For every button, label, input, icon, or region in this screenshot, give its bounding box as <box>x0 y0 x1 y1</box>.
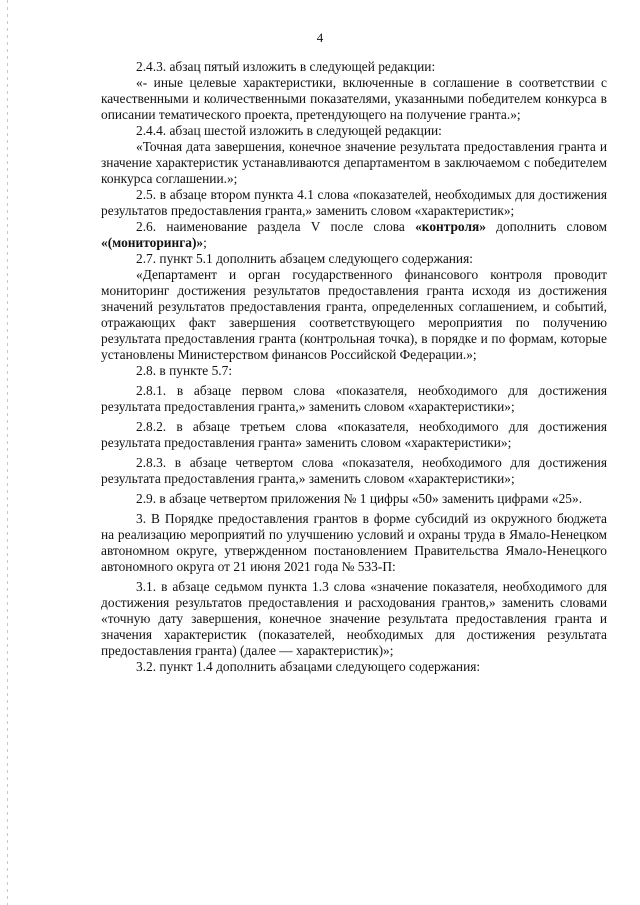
page-number: 4 <box>316 30 324 45</box>
paragraph-3: 3. В Порядке предоставления грантов в форме субсидий из окружного бюджета на реализацию мероприятий по улучшению условий и охраны труда в Ямало-Ненецком автономном округе, утвержденном постановлением Правительства Ямало-Ненецкого автономного округа от 21 июня 2021 года № 533-П: <box>101 511 607 574</box>
paragraph-2-8-2: 2.8.2. в абзаце третьем слова «показателя, необходимого для достижения результата предоставления гранта» заменить словом «характеристики»; <box>101 419 607 450</box>
paragraph-2-7-quote: «Департамент и орган государственного финансового контроля проводит мониторинг достижения результатов предоставления гранта исходя из достижения значений результатов предоставления гранта, определенных соглашением, и событий, отражающих факт завершения соответствующего мероприятия по получению результата предоставления гранта (контрольная точка), в порядке и по формам, которые установлены Министерством финансов Российской Федерации.»; <box>101 267 607 362</box>
paragraph-2-7: 2.7. пункт 5.1 дополнить абзацем следующего содержания: <box>136 251 473 266</box>
document-body <box>101 59 607 675</box>
paragraph-2-8-1: 2.8.1. в абзаце первом слова «показателя, необходимого для достижения результата предоставления гранта,» заменить словом «характеристики»; <box>101 383 607 414</box>
paragraph-2-6-before: 2.6. наименование раздела V после слова <box>136 219 416 234</box>
paragraph-3-2: 3.2. пункт 1.4 дополнить абзацами следующего содержания: <box>136 659 481 674</box>
paragraph-2-6 <box>101 219 607 251</box>
paragraph-2-4-3-quote: «- иные целевые характеристики, включенные в соглашение в соответствии с качественными и количественными показателями, указанными победителем конкурса в описании тематического проекта, претендующего на получение гранта.»; <box>101 75 607 122</box>
paragraph-2-6-after: ; <box>203 235 207 250</box>
paragraph-2-8: 2.8. в пункте 5.7: <box>136 363 233 378</box>
paragraph-2-9: 2.9. в абзаце четвертом приложения № 1 цифры «50» заменить цифрами «25». <box>136 491 583 506</box>
paragraph-2-6-middle: дополнить словом <box>485 219 608 234</box>
paragraph-2-4-4: 2.4.4. абзац шестой изложить в следующей редакции: <box>136 123 442 138</box>
paragraph-2-5: 2.5. в абзаце втором пункта 4.1 слова «показателей, необходимых для достижения результатов предоставления гранта,» заменить словом «характеристик»; <box>101 187 607 218</box>
paragraph-3-1: 3.1. в абзаце седьмом пункта 1.3 слова «значение показателя, необходимого для достижения результатов предоставления и расходования грантов,» заменить словами «точную дату завершения, конечное значение результата предоставления гранта и значения характеристик (показателей, необходимых для достижения результата предоставления гранта) (далее — характеристик)»; <box>101 579 607 658</box>
paragraph-2-8-3: 2.8.3. в абзаце четвертом слова «показателя, необходимого для достижения результата предоставления гранта,» заменить словом «характеристики»; <box>101 455 607 486</box>
paragraph-2-4-3: 2.4.3. абзац пятый изложить в следующей редакции: <box>136 59 436 74</box>
scan-edge-artifact <box>7 0 8 905</box>
paragraph-2-6-bold-monitoring: «(мониторинга)» <box>101 235 204 250</box>
paragraph-2-6-bold-control: «контроля» <box>415 219 486 234</box>
paragraph-2-4-4-quote: «Точная дата завершения, конечное значение результата предоставления гранта и значение характеристик устанавливаются департаментом в заключаемом с победителем конкурса соглашении.»; <box>101 139 607 186</box>
